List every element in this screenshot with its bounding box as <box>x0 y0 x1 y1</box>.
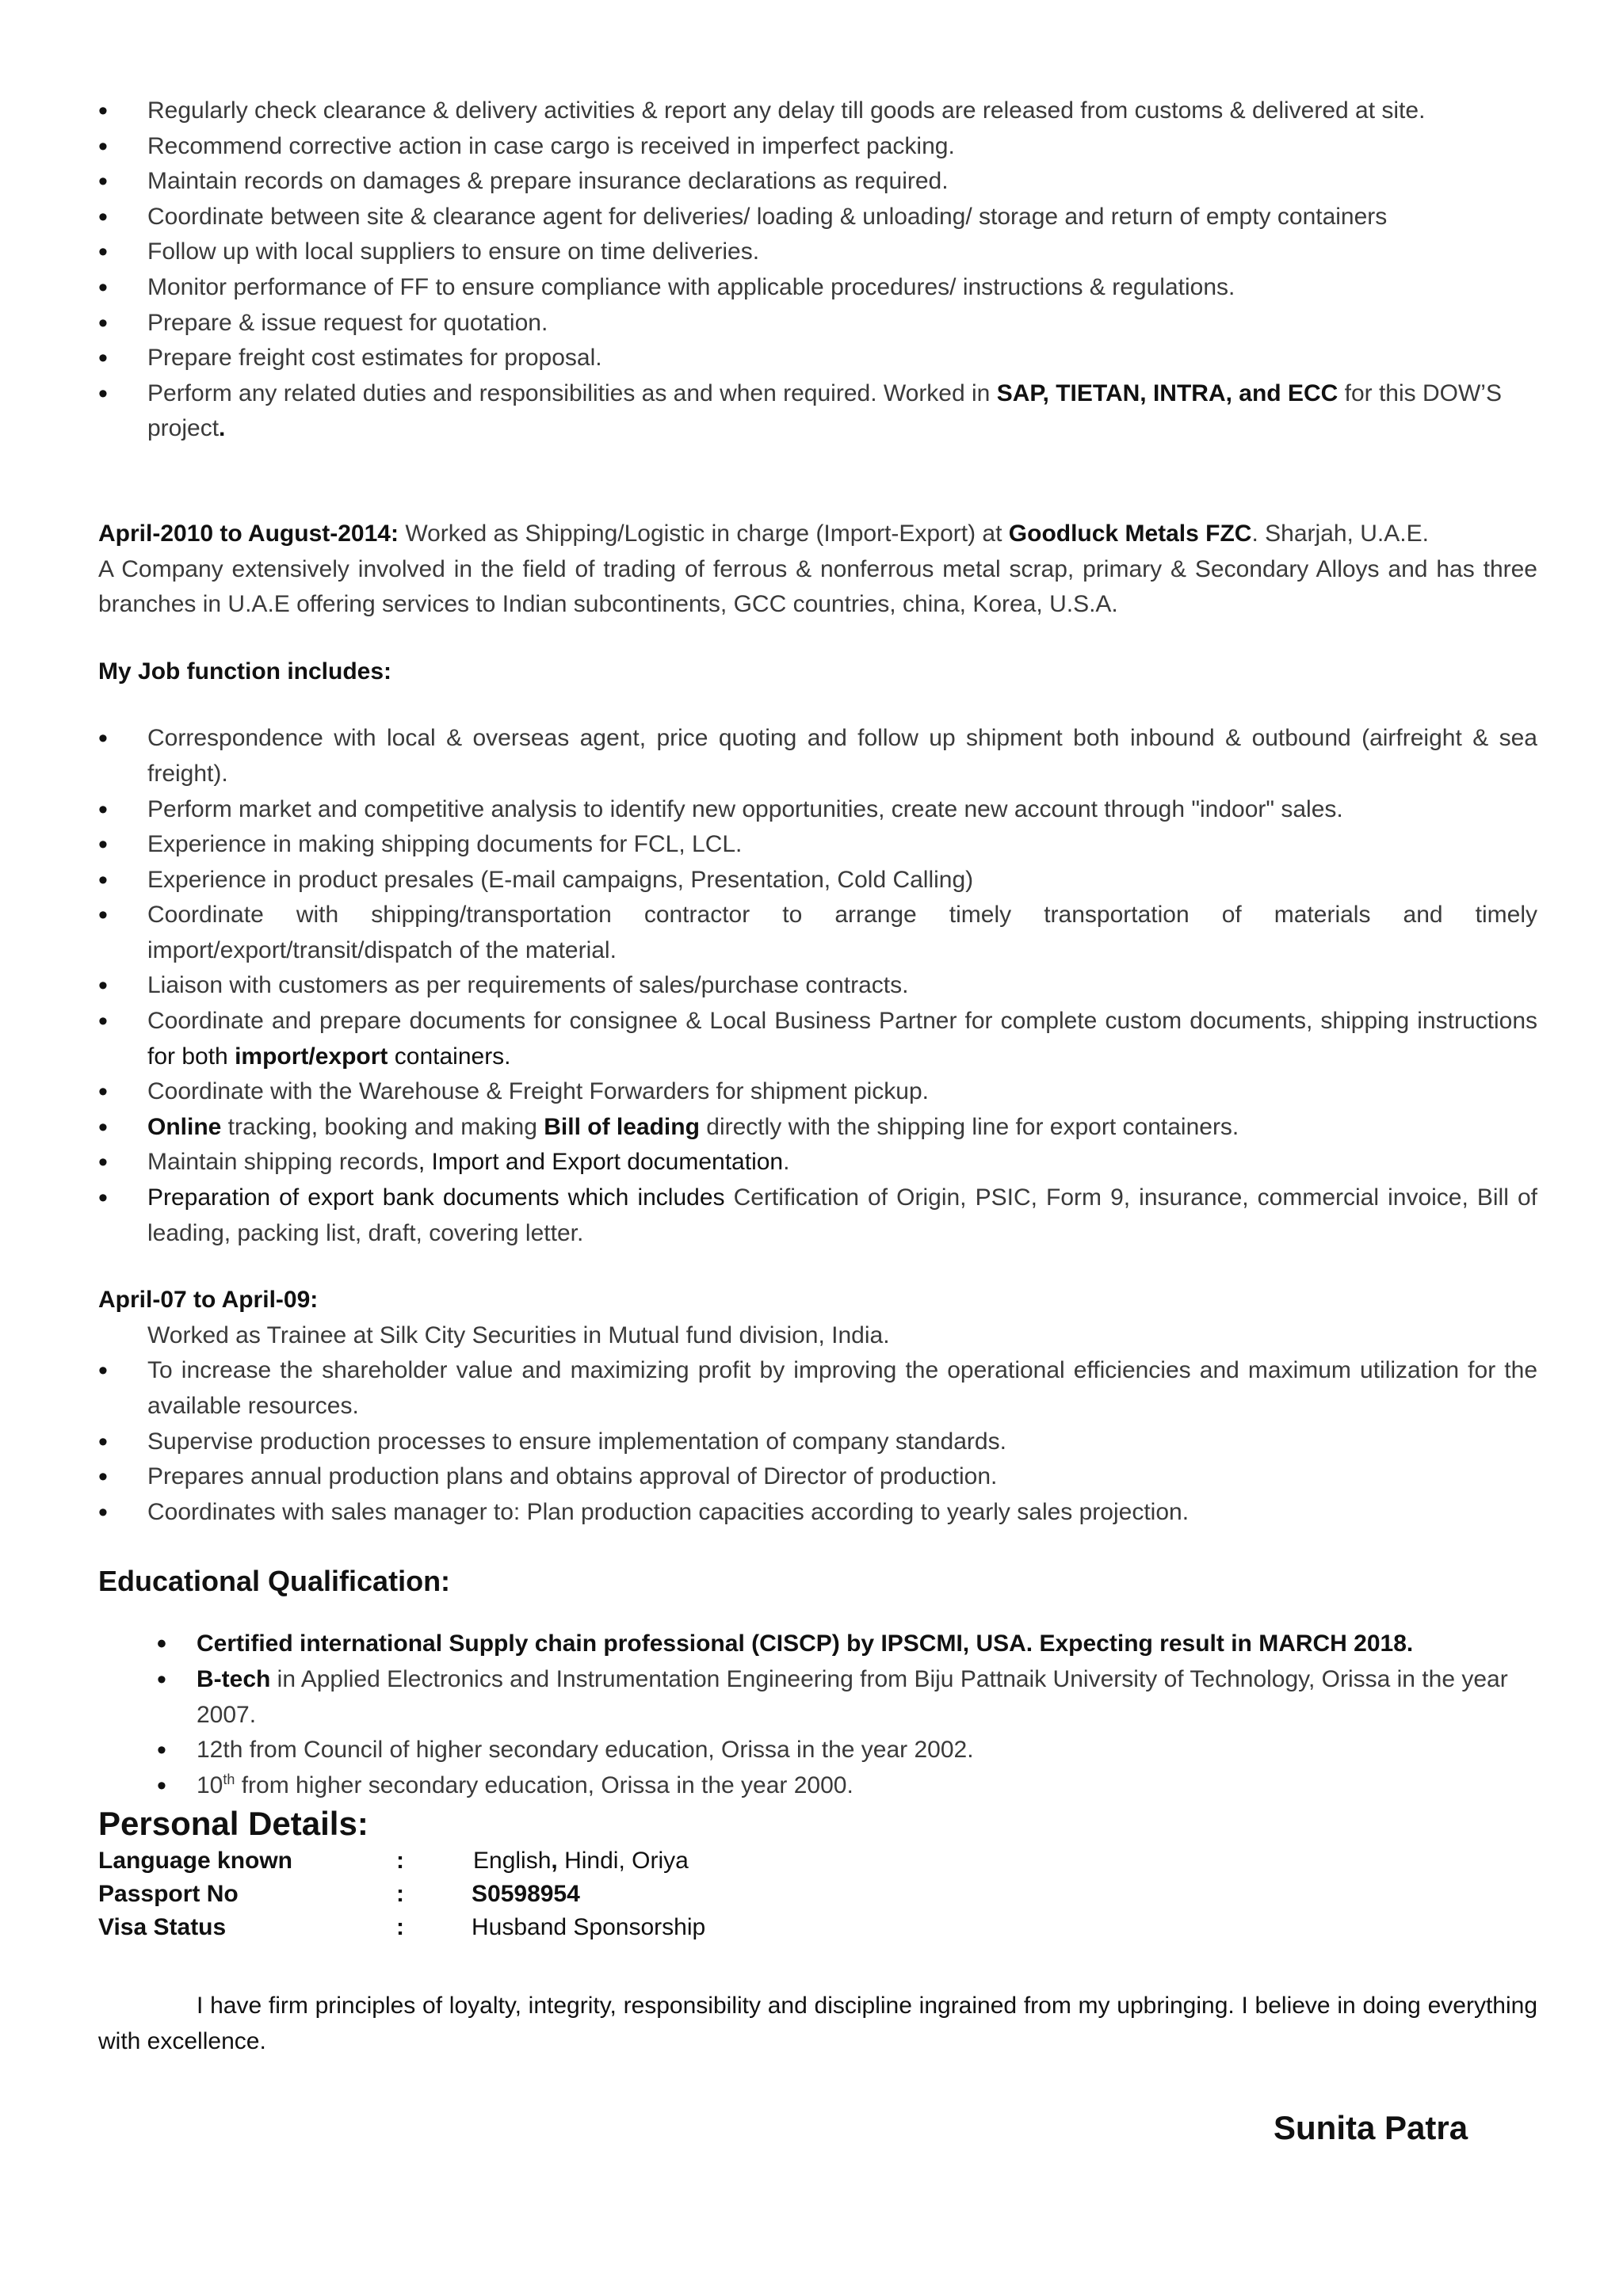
job2-list <box>98 721 1537 1251</box>
separator: : <box>396 1848 404 1875</box>
duties-top-list <box>98 93 1537 447</box>
visa-value: Husband Sponsorship <box>472 1914 706 1941</box>
list-item <box>98 1145 1537 1180</box>
list-item <box>98 376 1537 447</box>
list-item: • Liaison with customers as per requirements of sales/purchase contracts. <box>98 968 1537 1004</box>
job2-company: Goodluck Metals FZC <box>1008 520 1252 547</box>
list-item: • To increase the shareholder value and maximizing profit by improving the operational efficiencies and maximum utilization for the available resources. <box>98 1353 1537 1424</box>
item-text: containers. <box>388 1043 511 1070</box>
education-list <box>98 1627 1537 1803</box>
table-row <box>98 1911 705 1944</box>
separator: : <box>396 1881 404 1908</box>
superscript: th <box>223 1771 235 1787</box>
list-item: • Recommend corrective action in case cargo is received in imperfect packing. <box>98 129 1537 165</box>
language-label: Language known <box>98 1848 293 1875</box>
list-item <box>197 1662 1537 1733</box>
language-value <box>472 1844 705 1878</box>
value-text: Hindi, Oriya <box>557 1848 689 1875</box>
list-item <box>197 1768 1537 1804</box>
item-text: Maintain shipping records <box>147 1149 418 1176</box>
list-item: • Coordinates with sales manager to: Plan production capacities according to yearly sales projection. <box>98 1495 1537 1531</box>
tools-bold: SAP, TIETAN, INTRA, and ECC <box>996 379 1338 406</box>
item-text: from higher secondary education, Orissa in the year 2000. <box>235 1772 854 1798</box>
passport-value: S0598954 <box>472 1881 580 1908</box>
item-text: Coordinate and prepare documents for consignee & Local Business Partner for complete custom documents, shipping instructions <box>147 1008 1537 1035</box>
job3-list <box>98 1353 1537 1530</box>
separator: : <box>396 1914 404 1941</box>
list-item: • Monitor performance of FF to ensure compliance with applicable procedures/ instructions & regulations. <box>98 270 1537 306</box>
list-item <box>98 1180 1537 1251</box>
list-item: • Experience in making shipping documents for FCL, LCL. <box>98 827 1537 863</box>
degree-bold: B-tech <box>197 1665 271 1692</box>
item-text: in Applied Electronics and Instrumentation Engineering from Biju Pattnaik University of Technology, Orissa in the year 2007. <box>197 1665 1508 1728</box>
job2-role: Worked as Shipping/Logistic in charge (Import-Export) at <box>398 520 1009 547</box>
job3-period: April-07 to April-09: <box>98 1287 319 1314</box>
table-row <box>98 1878 705 1911</box>
list-item: • Maintain records on damages & prepare insurance declarations as required. <box>98 164 1537 200</box>
signature: Sunita Patra <box>1274 2109 1468 2146</box>
job3-intro: Worked as Trainee at Silk City Securities in Mutual fund division, India. <box>147 1322 890 1348</box>
duty-dot: . <box>219 415 226 442</box>
value-comma: , <box>551 1848 558 1875</box>
bill-of-leading-bold: Bill of leading <box>544 1113 700 1140</box>
education-heading: Educational Qualification: <box>98 1565 451 1598</box>
item-text: . <box>783 1149 790 1176</box>
job2-location: . Sharjah, U.A.E. <box>1251 520 1429 547</box>
table-row <box>98 1844 705 1878</box>
item-text: 10 <box>197 1772 223 1798</box>
import-export-bold: import/export <box>235 1043 388 1070</box>
list-item: • Regularly check clearance & delivery activities & report any delay till goods are released from customs & delivered at site. <box>98 93 1537 129</box>
list-item: • Certified international Supply chain professional (CISCP) by IPSCMI, USA. Expecting result in MARCH 2018. <box>197 1627 1537 1662</box>
job2-header <box>98 517 1537 552</box>
list-item: • Prepare freight cost estimates for proposal. <box>98 341 1537 376</box>
value-text: English <box>473 1848 552 1875</box>
list-item: • Correspondence with local & overseas agent, price quoting and follow up shipment both inbound & outbound (airfreight & sea freight). <box>98 721 1537 791</box>
list-item: • Perform market and competitive analysis to identify new opportunities, create new account through "indoor" sales. <box>98 792 1537 828</box>
item-text: tracking, booking and making <box>221 1113 544 1140</box>
list-item: • Coordinate with shipping/transportation contractor to arrange timely transportation of materials and timely import/export/transit/dispatch of the material. <box>98 898 1537 968</box>
passport-label: Passport No <box>98 1881 239 1908</box>
list-item: • Supervise production processes to ensure implementation of company standards. <box>98 1425 1537 1460</box>
list-item: • Coordinate with the Warehouse & Freight Forwarders for shipment pickup. <box>98 1074 1537 1110</box>
job2-period: April-2010 to August-2014: <box>98 520 399 547</box>
job2-description: A Company extensively involved in the field of trading of ferrous & nonferrous metal scrap, primary & Secondary Alloys and has three branches in U.A.E offering services to Indian subcontinents, GCC countries, china, Korea, U.S.A. <box>98 555 1537 618</box>
list-item: • 12th from Council of higher secondary education, Orissa in the year 2002. <box>197 1733 1537 1768</box>
list-item: • Follow up with local suppliers to ensure on time deliveries. <box>98 235 1537 270</box>
list-item <box>98 1004 1537 1074</box>
list-item: • Prepare & issue request for quotation. <box>98 306 1537 341</box>
item-text: directly with the shipping line for export containers. <box>699 1113 1239 1140</box>
personal-details-table <box>98 1844 705 1944</box>
online-bold: Online <box>147 1113 222 1140</box>
visa-label: Visa Status <box>98 1914 227 1941</box>
list-item: • Prepares annual production plans and obtains approval of Director of production. <box>98 1459 1537 1495</box>
duty-text: for this DOW’S project <box>147 379 1502 442</box>
item-text: Preparation of export bank documents which includes <box>147 1184 725 1211</box>
job-function-heading: My Job function includes: <box>98 658 392 685</box>
declaration: I have firm principles of loyalty, integrity, responsibility and discipline ingrained from my upbringing. I believe in doing everything with excellence. <box>98 1993 1537 2054</box>
personal-heading: Personal Details: <box>98 1805 369 1843</box>
item-text: for both <box>147 1043 235 1070</box>
list-item <box>98 1110 1537 1146</box>
list-item: • Experience in product presales (E-mail campaigns, Presentation, Cold Calling) <box>98 863 1537 898</box>
duty-text: Perform any related duties and responsibilities as and when required. Worked in <box>147 379 997 406</box>
item-text: , Import and Export documentation <box>418 1149 784 1176</box>
list-item: • Coordinate between site & clearance agent for deliveries/ loading & unloading/ storage and return of empty containers <box>98 200 1537 235</box>
item-text: Certification of Origin, PSIC, Form 9, insurance, commercial invoice, Bill of leading, packing list, draft, covering letter. <box>147 1184 1537 1246</box>
